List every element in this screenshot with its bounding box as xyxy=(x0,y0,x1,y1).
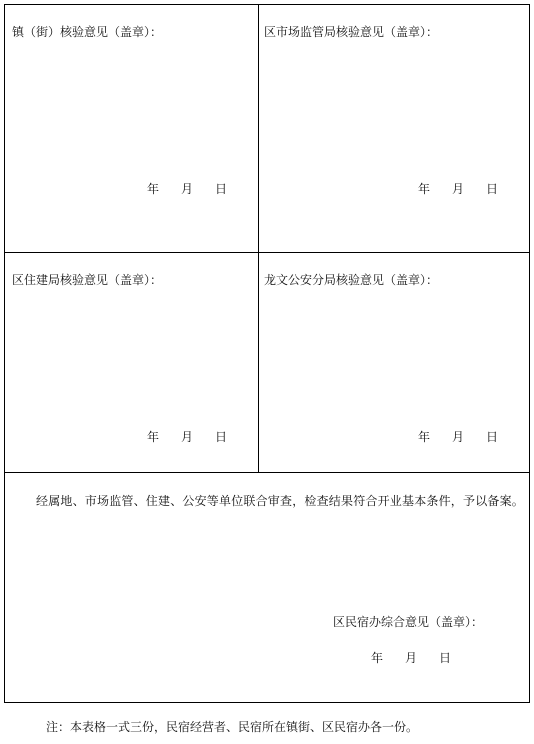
date-month: 月 xyxy=(181,182,194,196)
office-date-line xyxy=(371,650,451,666)
date-year: 年 xyxy=(418,182,431,196)
date-day: 日 xyxy=(486,182,499,196)
town-opinion-label: 镇（街）核验意见（盖章）： xyxy=(12,25,163,39)
date-month: 月 xyxy=(452,182,465,196)
police-date-line xyxy=(418,429,498,445)
date-month: 月 xyxy=(181,430,194,444)
joint-review-statement: 经属地、市场监管、住建、公安等单位联合审查，检查结果符合开业基本条件，予以备案。 xyxy=(36,494,525,508)
office-opinion-label: 区民宿办综合意见（盖章）： xyxy=(333,615,484,629)
date-month: 月 xyxy=(405,651,418,665)
column-divider xyxy=(258,5,259,472)
police-opinion-label: 龙文公安分局核验意见（盖章）： xyxy=(264,273,439,287)
market-opinion-label: 区市场监管局核验意见（盖章）： xyxy=(264,25,439,39)
review-form-table xyxy=(4,4,530,703)
housing-opinion-label: 区住建局核验意见（盖章）： xyxy=(12,273,163,287)
row-divider-2 xyxy=(5,472,529,473)
date-day: 日 xyxy=(486,430,499,444)
date-day: 日 xyxy=(439,651,452,665)
date-year: 年 xyxy=(147,182,160,196)
town-date-line xyxy=(147,181,227,197)
form-footnote: 注：本表格一式三份，民宿经营者、民宿所在镇街、区民宿办各一份。 xyxy=(46,720,419,734)
date-day: 日 xyxy=(215,430,228,444)
row-divider-1 xyxy=(5,252,529,253)
housing-date-line xyxy=(147,429,227,445)
market-date-line xyxy=(418,181,498,197)
date-year: 年 xyxy=(147,430,160,444)
date-day: 日 xyxy=(215,182,228,196)
date-year: 年 xyxy=(418,430,431,444)
date-year: 年 xyxy=(371,651,384,665)
date-month: 月 xyxy=(452,430,465,444)
